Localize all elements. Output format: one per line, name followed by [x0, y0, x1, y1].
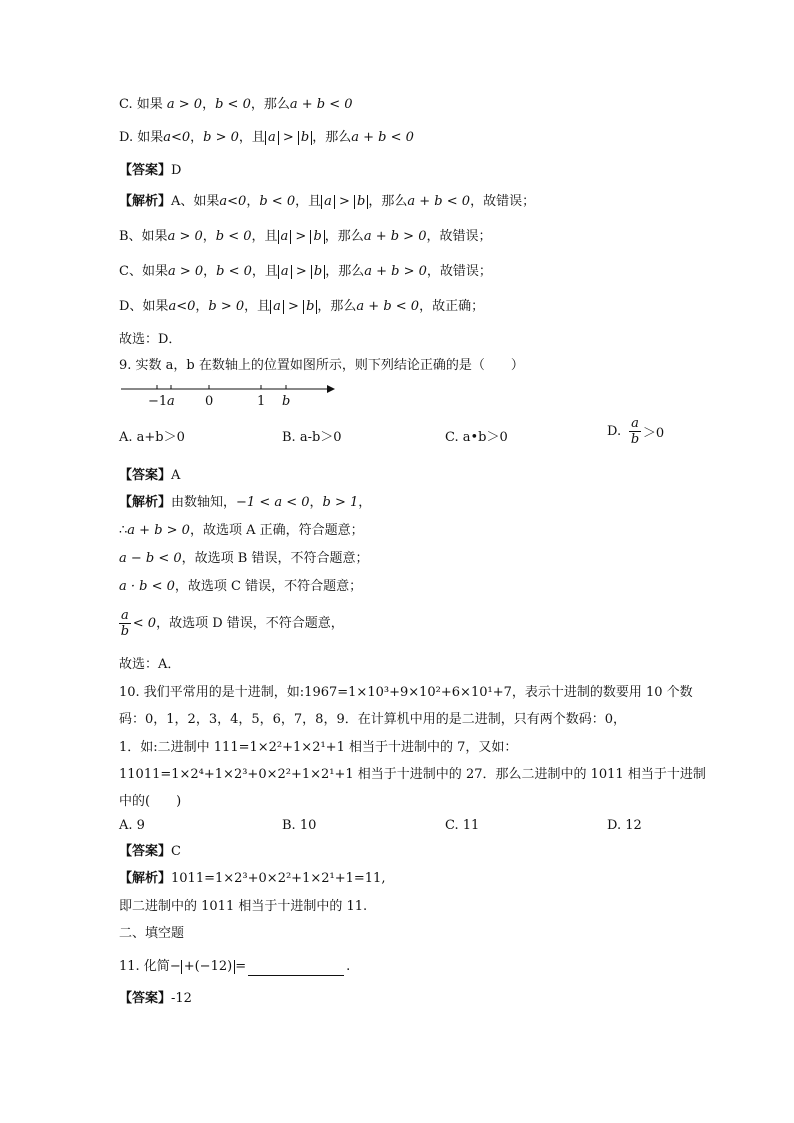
explanation-8-a: 【解析】A、如果a<0，b < 0，且 a > b ，那么a + b < 0，故错误；: [119, 194, 536, 209]
option-d-line: D. 如果a<0，b > 0，且 a > b ，那么a + b < 0: [119, 130, 414, 145]
section-heading-fill-in: 二、填空题: [119, 926, 185, 941]
explanation-10-1: 【解析】1011=1×2³+0×2²+1×2¹+1=11,: [119, 871, 386, 886]
selection-9: 故选：A．: [119, 657, 181, 672]
explanation-8-b: B、如果a > 0，b < 0，且 a > b ，那么a + b > 0，故错误；: [119, 229, 492, 244]
label-b: b: [282, 394, 291, 409]
question-10-line-4: 11011=1×2⁴+1×2³+0×2²+1×2¹+1 相当于十进制中的 27．那么二进制中的 1011 相当于十进制: [119, 767, 706, 782]
label-a: a: [167, 394, 175, 409]
question-9: 9. 实数 a，b 在数轴上的位置如图所示，则下列结论正确的是（ ）: [119, 358, 524, 373]
option-9-b: B. a-b＞0: [282, 430, 342, 445]
label-one: 1: [257, 394, 266, 409]
explanation-9-1: 【解析】由数轴知，−1 < a < 0，b > 1，: [119, 495, 372, 510]
explanation-9-3: a − b < 0，故选项 B 错误，不符合题意；: [119, 551, 369, 566]
answer-8: 【答案】D: [119, 163, 182, 178]
question-10-line-2: 码：0，1，2，3，4，5，6，7，8，9．在计算机中用的是二进制，只有两个数码：0，: [119, 712, 626, 727]
explanation-9-2: ∴a + b > 0，故选项 A 正确，符合题意；: [119, 523, 364, 538]
option-9-d: D. $\frac{a}{b}$ ＞0: [607, 416, 665, 447]
explanation-9-4: a · b < 0，故选项 C 错误，不符合题意；: [119, 579, 363, 594]
selection-8: 故选：D．: [119, 332, 182, 347]
number-line-arrow: [327, 385, 335, 393]
option-9-a: A. a+b＞0: [119, 430, 185, 445]
explanation-8-d: D、如果a<0，b > 0，且 a > b ，那么a + b < 0，故正确；: [119, 299, 485, 314]
explanation-8-c: C、如果a > 0，b < 0，且 a > b ，那么a + b > 0，故错误；: [119, 264, 492, 279]
option-9-c: C. a•b＞0: [445, 430, 508, 445]
option-10-c: C. 11: [445, 818, 480, 833]
number-line-figure: [119, 382, 339, 410]
option-10-b: B. 10: [282, 818, 317, 833]
option-c-line: C. 如果 a > 0，b < 0，那么a + b < 0: [119, 97, 353, 112]
answer-10: 【答案】C: [119, 844, 181, 859]
question-10-line-3: 1．如:二进制中 111=1×2²+1×2¹+1 相当于十进制中的 7，又如：: [119, 740, 518, 755]
question-11: 11. 化简− +(−12) = .: [119, 959, 351, 974]
explanation-10-2: 即二进制中的 1011 相当于十进制中的 11.: [119, 899, 368, 914]
option-10-d: D. 12: [607, 818, 642, 833]
answer-9: 【答案】A: [119, 468, 181, 483]
explanation-9-5: $\frac{a}{b}$ < 0 ，故选项 D 错误，不符合题意，: [120, 608, 344, 639]
answer-blank[interactable]: [248, 961, 344, 976]
label-zero: 0: [205, 394, 214, 409]
question-10-line-5: 中的( ): [119, 794, 182, 809]
answer-11: 【答案】-12: [119, 991, 192, 1006]
label-minus-one: −1: [148, 394, 168, 409]
question-10-line-1: 10. 我们平常用的是十进制，如:1967=1×10³+9×10²+6×10¹+7，表示十进制的数要用 10 个数: [119, 685, 693, 700]
option-10-a: A. 9: [119, 818, 145, 833]
